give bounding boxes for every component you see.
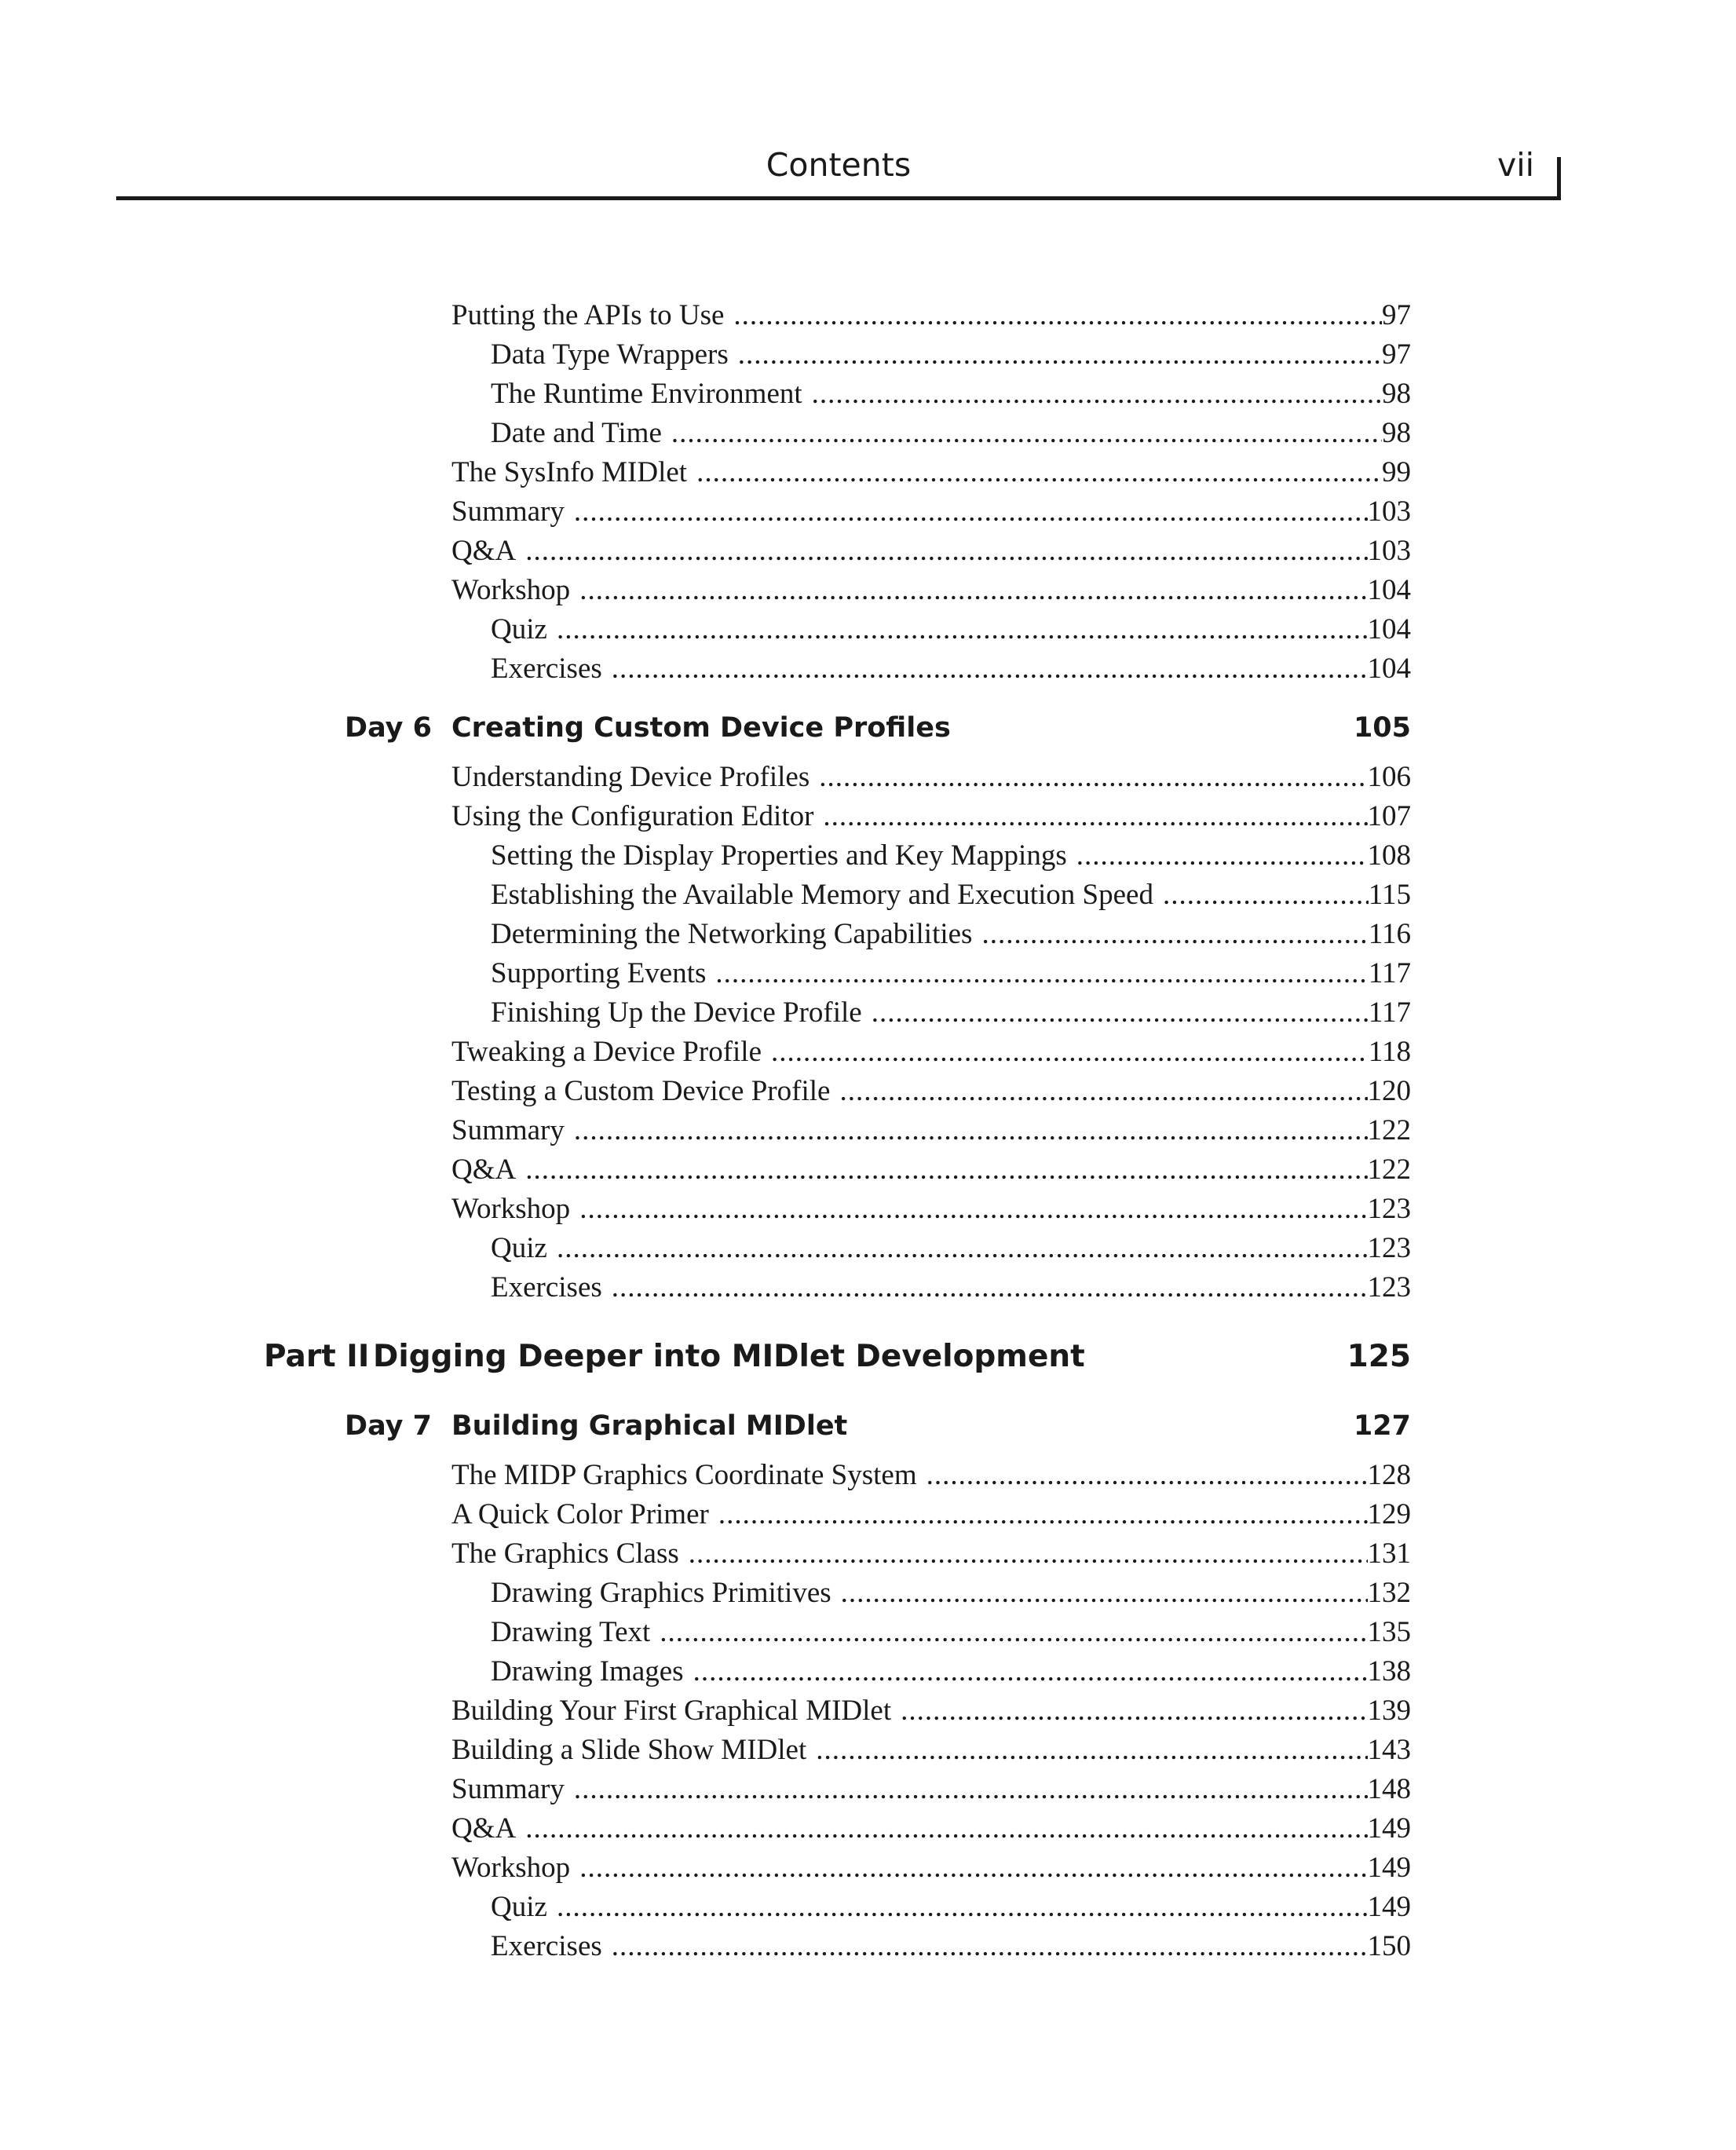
toc-entry[interactable] [451, 1190, 1411, 1229]
toc-entry-page: 104 [1367, 613, 1411, 645]
toc-entry[interactable] [451, 1072, 1411, 1111]
dot-leader [771, 1033, 1369, 1072]
toc-entry[interactable] [451, 1731, 1411, 1770]
dot-leader [525, 1150, 1367, 1190]
toc-entry[interactable] [451, 1033, 1411, 1072]
dot-leader [718, 1495, 1368, 1534]
dot-leader [816, 1731, 1367, 1770]
toc-entry[interactable] [451, 1770, 1411, 1809]
toc-entry-title: Workshop [451, 1193, 571, 1225]
dot-leader [901, 1691, 1367, 1731]
dot-leader [926, 1456, 1368, 1495]
part-page: 125 [1347, 1339, 1411, 1374]
toc-entry[interactable] [451, 453, 1411, 492]
toc-entry[interactable] [491, 414, 1411, 453]
toc-entry-title: Data Type Wrappers [491, 338, 729, 371]
toc-entry-title: Q&A [451, 535, 517, 567]
dot-leader [872, 993, 1369, 1033]
toc-entry-page: 106 [1367, 761, 1411, 793]
toc-entry-title: Understanding Device Profiles [451, 761, 810, 793]
dot-leader [693, 1652, 1368, 1691]
running-head [116, 141, 1561, 200]
toc-entry[interactable] [451, 1534, 1411, 1574]
part-title: Digging Deeper into MIDlet Development [373, 1339, 1085, 1374]
toc-entry-page: 117 [1368, 996, 1411, 1029]
toc-entry-title: Drawing Graphics Primitives [491, 1577, 831, 1609]
running-title: Contents [766, 146, 912, 184]
toc-entry-title: Workshop [451, 1852, 571, 1884]
toc-entry-page: 98 [1382, 378, 1411, 410]
toc-entry-title: Using the Configuration Editor [451, 800, 814, 832]
dot-leader [671, 414, 1382, 453]
toc-entry-title: Building Your First Graphical MIDlet [451, 1695, 892, 1727]
toc-entry[interactable] [451, 492, 1411, 532]
day-label: Day 7 [345, 1410, 432, 1442]
toc-entry[interactable] [491, 915, 1411, 954]
toc-entry[interactable] [451, 532, 1411, 571]
toc-entry-page: 148 [1367, 1773, 1411, 1805]
day-7-heading[interactable] [298, 1404, 1411, 1448]
toc-entry-page: 123 [1367, 1232, 1411, 1264]
toc-entry-page: 103 [1367, 495, 1411, 528]
toc-entry-title: Exercises [491, 653, 602, 685]
toc-entry-title: Quiz [491, 1232, 547, 1264]
dot-leader [812, 375, 1382, 414]
toc-entry-title: Workshop [451, 574, 571, 606]
toc-entry[interactable] [491, 1888, 1411, 1927]
day-6-heading[interactable] [298, 706, 1411, 750]
toc-entry-page: 123 [1367, 1271, 1411, 1304]
toc-entry-title: Setting the Display Properties and Key Mappings [491, 839, 1067, 872]
toc-entry-title: Determining the Networking Capabilities [491, 918, 973, 950]
toc-entry-page: 97 [1382, 338, 1411, 371]
toc-entry-page: 135 [1367, 1616, 1411, 1648]
toc-entry-page: 132 [1367, 1577, 1411, 1609]
toc-entry[interactable] [491, 610, 1411, 649]
toc-entry-title: Quiz [491, 613, 547, 645]
toc-entry-page: 99 [1382, 456, 1411, 488]
dot-leader [579, 571, 1367, 610]
toc-entry-title: Testing a Custom Device Profile [451, 1075, 831, 1107]
dot-leader [574, 492, 1368, 532]
dot-leader [696, 453, 1382, 492]
dot-leader [733, 296, 1382, 335]
toc-entry-title: The SysInfo MIDlet [451, 456, 688, 488]
toc-entry-title: Building a Slide Show MIDlet [451, 1734, 807, 1766]
toc-entry-title: The Runtime Environment [491, 378, 802, 410]
toc-entry[interactable] [491, 836, 1411, 876]
toc-entry[interactable] [491, 1613, 1411, 1652]
toc-entry-title: Finishing Up the Device Profile [491, 996, 862, 1029]
toc-entry-page: 129 [1367, 1498, 1411, 1530]
toc-entry[interactable] [451, 1150, 1411, 1190]
toc-entry-title: Summary [451, 495, 565, 528]
day-page: 127 [1353, 1410, 1411, 1442]
day-title: Building Graphical MIDlet [451, 1410, 848, 1442]
toc-entry-page: 104 [1367, 574, 1411, 606]
dot-leader [839, 1072, 1367, 1111]
toc-entry[interactable] [491, 993, 1411, 1033]
dot-leader [738, 335, 1382, 375]
dot-leader [525, 1809, 1367, 1848]
dot-leader [612, 649, 1368, 689]
dot-leader [819, 758, 1367, 797]
toc-entry[interactable] [451, 1848, 1411, 1888]
toc-entry-title: Drawing Images [491, 1655, 684, 1687]
toc-entry-page: 150 [1367, 1930, 1411, 1962]
page-number: vii [1497, 146, 1534, 184]
toc-entry[interactable] [491, 954, 1411, 993]
toc-entry[interactable] [491, 649, 1411, 689]
toc-entry-page: 98 [1382, 417, 1411, 449]
toc-entry-title: The MIDP Graphics Coordinate System [451, 1459, 917, 1491]
part-label: Part II [264, 1339, 370, 1374]
toc-entry[interactable] [451, 797, 1411, 836]
toc-entry-page: 115 [1368, 879, 1411, 911]
dot-leader [1163, 876, 1369, 915]
toc-entry-page: 108 [1367, 839, 1411, 872]
toc-entry[interactable] [491, 1927, 1411, 1966]
toc-entry-title: Exercises [491, 1271, 602, 1304]
toc-entry-title: Establishing the Available Memory and Execution Speed [491, 879, 1153, 911]
dot-leader [715, 954, 1368, 993]
toc-entry-page: 122 [1367, 1114, 1411, 1146]
toc-entry-page: 149 [1367, 1852, 1411, 1884]
dot-leader [841, 1574, 1368, 1613]
toc-entry-title: Quiz [491, 1891, 547, 1923]
toc-entry-page: 131 [1367, 1538, 1411, 1570]
toc-entry-page: 143 [1367, 1734, 1411, 1766]
dot-leader [579, 1848, 1367, 1888]
dot-leader [557, 610, 1368, 649]
day-page: 105 [1353, 712, 1411, 744]
dot-leader [823, 797, 1367, 836]
toc-entry[interactable] [491, 1574, 1411, 1613]
toc-entry[interactable] [491, 876, 1411, 915]
toc-entry-page: 104 [1367, 653, 1411, 685]
toc-entry-title: Putting the APIs to Use [451, 299, 725, 331]
toc-entry-page: 128 [1367, 1459, 1411, 1491]
dot-leader [689, 1534, 1368, 1574]
toc-entry-page: 107 [1367, 800, 1411, 832]
toc-entry[interactable] [451, 571, 1411, 610]
dot-leader [981, 915, 1368, 954]
toc-entry-title: The Graphics Class [451, 1538, 679, 1570]
toc-entry[interactable] [491, 1268, 1411, 1307]
toc-entry-title: A Quick Color Primer [451, 1498, 709, 1530]
toc-entry-page: 118 [1368, 1036, 1411, 1068]
part-2-heading[interactable] [264, 1333, 1411, 1381]
toc-entry-page: 117 [1368, 957, 1411, 989]
toc-entry-page: 122 [1367, 1154, 1411, 1186]
dot-leader [660, 1613, 1367, 1652]
toc-entry[interactable] [451, 1809, 1411, 1848]
toc-entry-page: 123 [1367, 1193, 1411, 1225]
dot-leader [612, 1927, 1368, 1966]
dot-leader [574, 1111, 1368, 1150]
dot-leader [612, 1268, 1368, 1307]
toc-entry[interactable] [451, 296, 1411, 335]
dot-leader [1076, 836, 1368, 876]
dot-leader [525, 532, 1367, 571]
toc-entry-page: 103 [1367, 535, 1411, 567]
day-title: Creating Custom Device Profiles [451, 712, 951, 744]
toc-entry-title: Date and Time [491, 417, 662, 449]
toc-entry-page: 149 [1367, 1812, 1411, 1845]
dot-leader [579, 1190, 1367, 1229]
toc-entry-title: Q&A [451, 1812, 517, 1845]
toc-entry[interactable] [491, 375, 1411, 414]
toc-entry-page: 97 [1382, 299, 1411, 331]
toc-entry-title: Summary [451, 1773, 565, 1805]
day-label: Day 6 [345, 712, 432, 744]
toc-entry-page: 116 [1368, 918, 1411, 950]
toc-entry[interactable] [451, 1456, 1411, 1495]
header-rule-tick [1557, 157, 1561, 200]
toc-entry[interactable] [451, 758, 1411, 797]
toc-entry[interactable] [491, 335, 1411, 375]
dot-leader [557, 1229, 1368, 1268]
toc-entry-page: 139 [1367, 1695, 1411, 1727]
toc-entry[interactable] [451, 1691, 1411, 1731]
toc-entry-title: Drawing Text [491, 1616, 651, 1648]
toc-entry-page: 138 [1367, 1655, 1411, 1687]
toc-entry-page: 149 [1367, 1891, 1411, 1923]
toc-entry-title: Tweaking a Device Profile [451, 1036, 762, 1068]
toc-entry[interactable] [491, 1229, 1411, 1268]
dot-leader [557, 1888, 1368, 1927]
dot-leader [574, 1770, 1368, 1809]
toc-entry-title: Q&A [451, 1154, 517, 1186]
toc-entry-title: Exercises [491, 1930, 602, 1962]
toc-entry[interactable] [451, 1495, 1411, 1534]
toc-entry[interactable] [451, 1111, 1411, 1150]
toc-entry-title: Supporting Events [491, 957, 707, 989]
toc-entry-title: Summary [451, 1114, 565, 1146]
toc-entry-page: 120 [1367, 1075, 1411, 1107]
toc-entry[interactable] [491, 1652, 1411, 1691]
